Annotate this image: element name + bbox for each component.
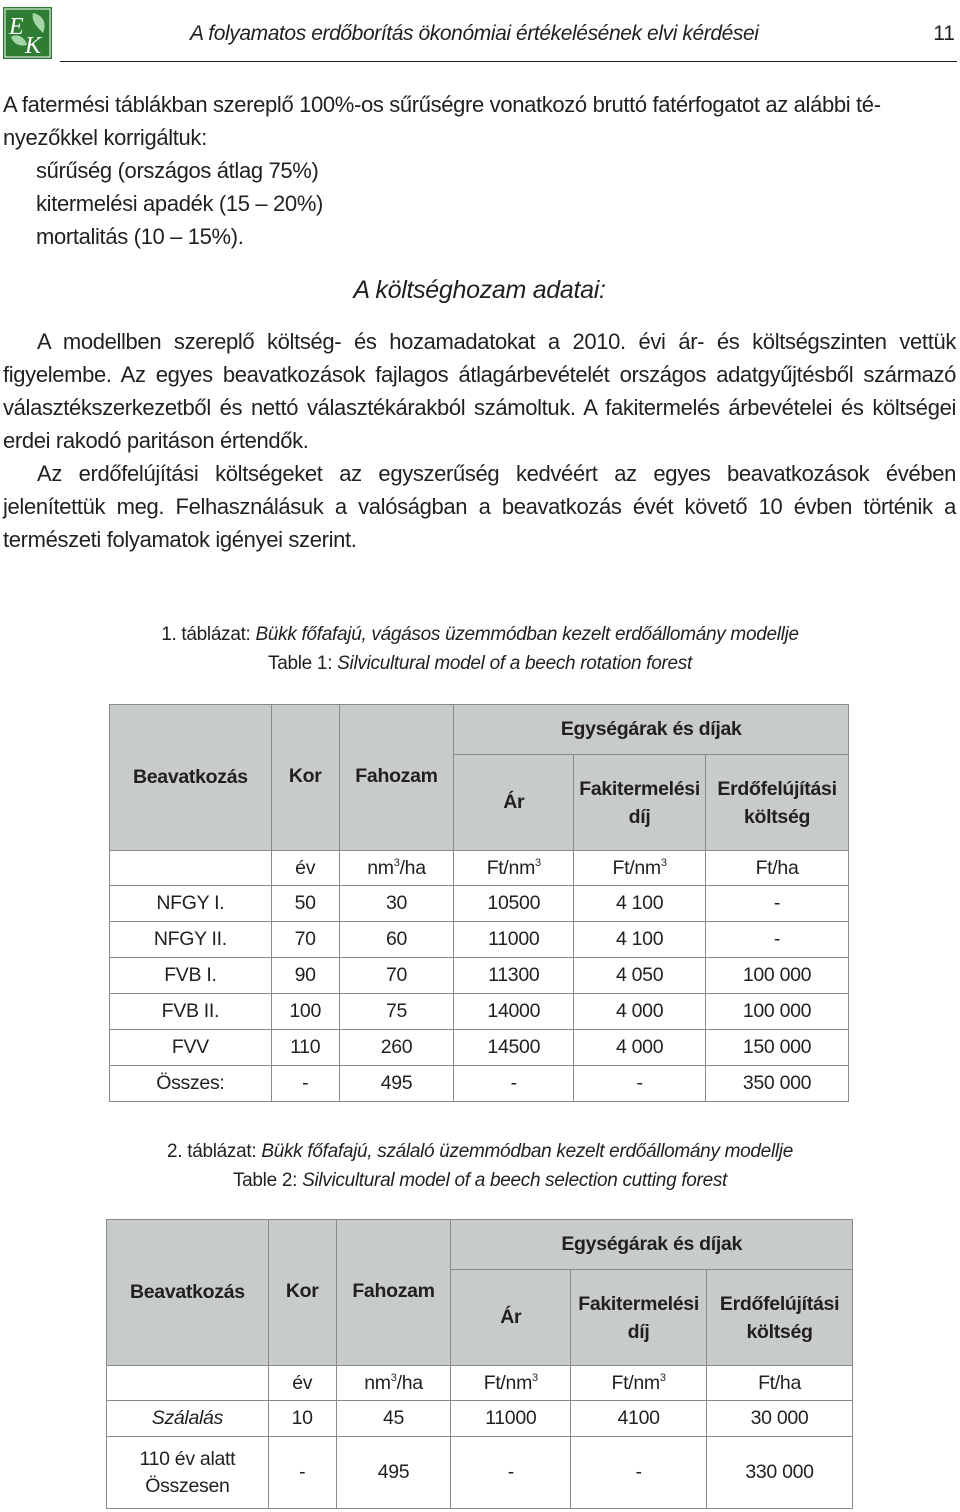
unit-fee-base: Ft/nm xyxy=(611,1371,660,1394)
unit-cost: Ft/ha xyxy=(707,1366,853,1401)
table-row xyxy=(110,922,849,958)
factor-harvest-loss: kitermelési apadék (15 – 20%) xyxy=(36,191,324,216)
row-yield: 495 xyxy=(336,1437,451,1509)
page-number: 11 xyxy=(933,22,955,45)
row-yield: 60 xyxy=(339,922,454,958)
row-yield: 75 xyxy=(339,994,454,1030)
row-price: 11000 xyxy=(454,922,574,958)
table2-title-hu: Bükk főfafajú, szálaló üzemmódban kezelt erdőállomány modellje xyxy=(261,1141,793,1162)
unit-price xyxy=(454,851,574,886)
row-name-line2: Összesen xyxy=(145,1474,230,1497)
row-fee: - xyxy=(574,1066,706,1102)
row-fee: 4 100 xyxy=(574,886,706,922)
row-cost: - xyxy=(706,922,849,958)
header-regeneration-cost: Erdőfelújítási költség xyxy=(706,755,849,851)
section-heading: A költséghozam adatai: xyxy=(353,276,606,304)
header-unit-prices: Egységárak és díjak xyxy=(454,705,849,755)
svg-text:K: K xyxy=(25,33,42,59)
unit-price-exp: 3 xyxy=(532,1371,538,1384)
header-intervention: Beavatkozás xyxy=(107,1220,269,1366)
unit-fee xyxy=(574,851,706,886)
table1-label-en: Table 1: xyxy=(268,653,333,674)
row-age: - xyxy=(271,1066,339,1102)
header-harvest-fee: Fakitermelési díj xyxy=(574,755,706,851)
row-age: 50 xyxy=(271,886,339,922)
table1-caption xyxy=(0,620,960,678)
row-cost: 30 000 xyxy=(707,1401,853,1437)
header-age: Kor xyxy=(268,1220,336,1366)
unit-age: év xyxy=(271,851,339,886)
row-yield: 260 xyxy=(339,1030,454,1066)
row-price: 14000 xyxy=(454,994,574,1030)
row-name: FVV xyxy=(110,1030,272,1066)
unit-empty xyxy=(110,851,272,886)
table2-title-en: Silvicultural model of a beech selection cutting forest xyxy=(302,1170,728,1191)
row-fee: 4 050 xyxy=(574,958,706,994)
row-name: Összes: xyxy=(110,1066,272,1102)
row-name: FVB I. xyxy=(110,958,272,994)
row-age: 100 xyxy=(271,994,339,1030)
units-row xyxy=(110,851,849,886)
unit-fee-exp: 3 xyxy=(660,856,667,869)
unit-yield xyxy=(339,851,454,886)
row-price: - xyxy=(454,1066,574,1102)
table-row-total xyxy=(110,1066,849,1102)
row-age: - xyxy=(268,1437,336,1509)
unit-price-base: Ft/nm xyxy=(483,1371,533,1394)
paragraph-regeneration: Az erdőfelújítási költségeket az egyszerűség kedvéért az egyes beavatkozások évében jelenítettük meg. Felhasználásuk a valóságban a beavatkozás évét követő 10 évben történik a természeti folyamatok igényei szerint. xyxy=(3,461,956,552)
table2 xyxy=(106,1219,853,1509)
journal-logo xyxy=(3,7,52,59)
unit-fee-base: Ft/nm xyxy=(612,856,661,879)
table-row xyxy=(110,886,849,922)
table-row xyxy=(110,994,849,1030)
table1 xyxy=(109,704,849,1102)
header-price: Ár xyxy=(454,755,574,851)
row-yield: 30 xyxy=(339,886,454,922)
table-row-total xyxy=(107,1437,853,1509)
row-price: 11300 xyxy=(454,958,574,994)
table-row xyxy=(107,1401,853,1437)
units-row xyxy=(107,1366,853,1401)
unit-fee xyxy=(571,1366,707,1401)
table2-caption xyxy=(0,1137,960,1195)
table-row xyxy=(110,1030,849,1066)
header-harvest-fee: Fakitermelési díj xyxy=(571,1270,707,1366)
header-yield: Fahozam xyxy=(336,1220,451,1366)
row-age: 70 xyxy=(271,922,339,958)
table1-title-en: Silvicultural model of a beech rotation forest xyxy=(337,653,692,674)
row-price: 11000 xyxy=(451,1401,571,1437)
row-age: 10 xyxy=(268,1401,336,1437)
unit-yield-base: nm xyxy=(364,1371,391,1394)
row-fee: 4 000 xyxy=(574,994,706,1030)
unit-price xyxy=(451,1366,571,1401)
table-row xyxy=(110,958,849,994)
row-name-line1: 110 év alatt xyxy=(139,1447,236,1470)
row-name: NFGY I. xyxy=(110,886,272,922)
row-price: 10500 xyxy=(454,886,574,922)
table1-title-hu: Bükk főfafajú, vágásos üzemmódban kezelt erdőállomány modellje xyxy=(255,624,799,645)
row-cost: 330 000 xyxy=(707,1437,853,1509)
unit-yield-exp: 3 xyxy=(390,1371,397,1384)
unit-price-exp: 3 xyxy=(535,856,541,869)
unit-yield-suffix: /ha xyxy=(396,1371,423,1394)
header-age: Kor xyxy=(271,705,339,851)
running-title: A folyamatos erdőborítás ökonómiai értékelésének elvi kérdései xyxy=(190,22,759,45)
row-cost: 100 000 xyxy=(706,994,849,1030)
svg-text:E: E xyxy=(9,14,24,40)
row-name xyxy=(107,1437,269,1509)
header-yield: Fahozam xyxy=(339,705,454,851)
paragraph-cost-data: A modellben szereplő költség- és hozamadatokat a 2010. évi ár- és költségszinten vettük figyelembe. Az egyes beavatkozások fajlagos átlagárbevételét országos adatgyűjtésből származó választékszerkezetből és nettó választékárakból számoltuk. A fakitermelés árbevételei és költségei erdei rakodó paritáson értendők. xyxy=(3,329,956,453)
row-cost: - xyxy=(706,886,849,922)
unit-yield xyxy=(336,1366,451,1401)
header-price: Ár xyxy=(451,1270,571,1366)
header-unit-prices: Egységárak és díjak xyxy=(451,1220,853,1270)
intro-line-1: A fatermési táblákban szereplő 100%-os sűrűségre vonatkozó bruttó fatérfogatot az alábbi té- xyxy=(3,92,881,117)
body-text xyxy=(3,88,956,556)
factor-mortality: mortalitás (10 – 15%). xyxy=(36,224,244,249)
row-fee: - xyxy=(571,1437,707,1509)
unit-empty xyxy=(107,1366,269,1401)
header-rule xyxy=(60,61,957,62)
row-fee: 4 100 xyxy=(574,922,706,958)
row-cost: 100 000 xyxy=(706,958,849,994)
unit-price-base: Ft/nm xyxy=(486,856,536,879)
intro-line-2: nyezőkkel korrigáltuk: xyxy=(3,125,207,150)
header-intervention: Beavatkozás xyxy=(110,705,272,851)
row-age: 90 xyxy=(271,958,339,994)
row-price: 14500 xyxy=(454,1030,574,1066)
unit-fee-exp: 3 xyxy=(659,1371,666,1384)
row-cost: 350 000 xyxy=(706,1066,849,1102)
row-age: 110 xyxy=(271,1030,339,1066)
row-yield: 45 xyxy=(336,1401,451,1437)
unit-cost: Ft/ha xyxy=(706,851,849,886)
header-regeneration-cost: Erdőfelújítási költség xyxy=(707,1270,853,1366)
unit-age: év xyxy=(268,1366,336,1401)
row-fee: 4 000 xyxy=(574,1030,706,1066)
table2-label-hu: 2. táblázat: xyxy=(167,1141,257,1162)
row-name: NFGY II. xyxy=(110,922,272,958)
table2-label-en: Table 2: xyxy=(232,1170,298,1191)
factor-density: sűrűség (országos átlag 75%) xyxy=(36,158,319,183)
table1-label-hu: 1. táblázat: xyxy=(161,624,251,645)
row-yield: 495 xyxy=(339,1066,454,1102)
unit-yield-base: nm xyxy=(367,856,394,879)
row-price: - xyxy=(451,1437,571,1509)
row-name: FVB II. xyxy=(110,994,272,1030)
row-name: Szálalás xyxy=(107,1401,269,1437)
unit-yield-suffix: /ha xyxy=(399,856,426,879)
unit-yield-exp: 3 xyxy=(393,856,400,869)
row-cost: 150 000 xyxy=(706,1030,849,1066)
row-yield: 70 xyxy=(339,958,454,994)
leaf-logo-icon xyxy=(3,7,52,59)
row-fee: 4100 xyxy=(571,1401,707,1437)
